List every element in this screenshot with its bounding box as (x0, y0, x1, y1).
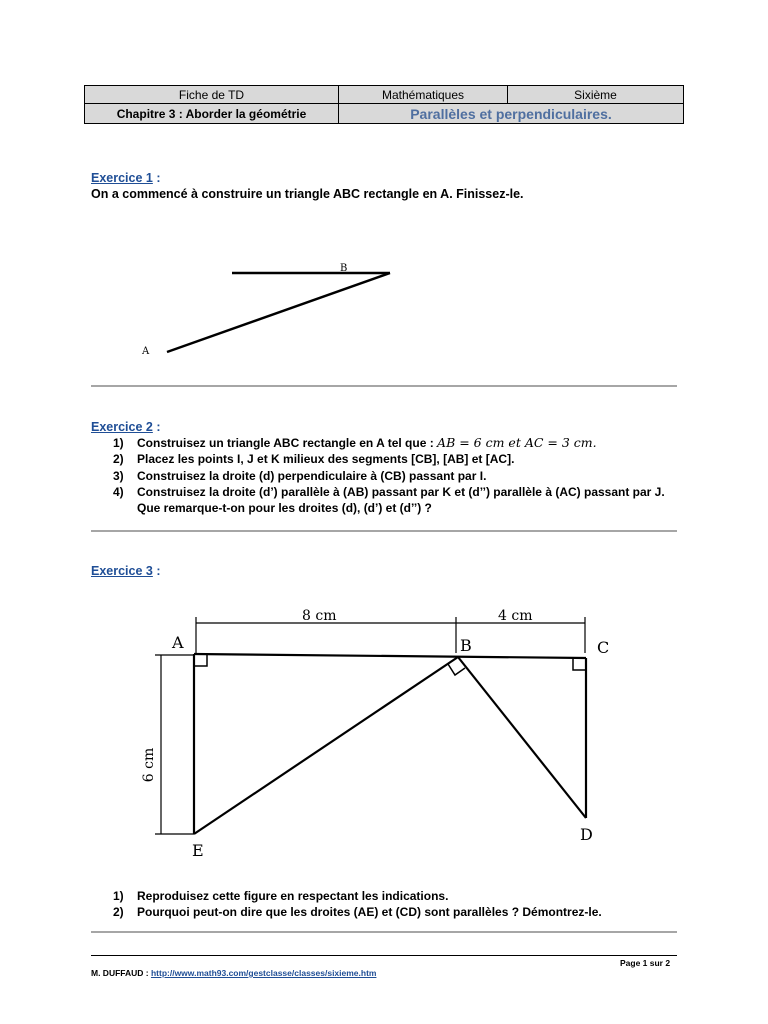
right-angle-c (573, 658, 586, 670)
footer-rule (91, 955, 677, 956)
dimension-label-ae: 6 cm (141, 747, 157, 783)
item-text: Reproduisez cette figure en respectant les indications. (137, 889, 449, 903)
exercise3-item-2 (91, 904, 691, 920)
segment-eb (194, 657, 458, 834)
item-number: 2) (113, 452, 124, 467)
item-text: Construisez la droite (d) perpendiculaire à (CB) passant par I. (137, 468, 487, 483)
segment-ac (194, 654, 586, 658)
item-math: AB = 6 cm et AC = 3 cm. (437, 435, 597, 450)
right-angle-b (448, 664, 465, 675)
item-text: Construisez un triangle ABC rectangle en A tel que : (137, 436, 438, 450)
dimension-label-bc: 4 cm (498, 608, 533, 624)
header-level: Sixième (508, 86, 684, 104)
item-number: 1) (113, 436, 124, 450)
exercise3-title[interactable]: Exercice 3 (91, 564, 153, 578)
ex3-label-e: E (192, 841, 204, 860)
exercise3-item-1 (91, 888, 691, 904)
dimension-label-ab: 8 cm (302, 608, 337, 624)
footer-author: M. DUFFAUD : (91, 968, 151, 978)
item-number: 1) (113, 889, 124, 903)
exercise3-colon: : (152, 564, 161, 578)
ex3-label-a: A (172, 633, 184, 652)
item-text: Construisez la droite (d’) parallèle à (AB) passant par K et (d’’) parallèle à (AC) passant par J. (137, 484, 665, 499)
separator-3 (91, 931, 677, 933)
exercise1-colon: : (152, 171, 161, 185)
item-text: Pourquoi peut-on dire que les droites (AE) et (CD) sont parallèles ? Démontrez-le. (137, 905, 602, 920)
exercise3-list (91, 888, 691, 921)
footer-credit (91, 968, 376, 978)
item-number: 4) (113, 484, 124, 499)
item-text: Placez les points I, J et K milieux des segments [CB], [AB] et [AC]. (137, 452, 515, 467)
ex3-label-b: B (460, 636, 472, 655)
header-subject: Mathématiques (339, 86, 508, 104)
segment-bd (458, 657, 586, 818)
exercise2-title[interactable]: Exercice 2 (91, 420, 153, 434)
ex1-label-a: A (142, 346, 150, 357)
header-fiche: Fiche de TD (85, 86, 339, 104)
item-number: 2) (113, 905, 124, 920)
page-number: Page 1 sur 2 (620, 958, 671, 968)
header-chapter: Chapitre 3 : Aborder la géométrie (85, 104, 339, 124)
ex3-label-c: C (597, 638, 610, 657)
footer-url-link[interactable]: http://www.math93.com/gestclasse/classes/sixieme.htm (150, 968, 377, 978)
exercise2-colon: : (152, 420, 161, 434)
right-angle-a (194, 654, 207, 666)
ex1-label-b: B (340, 263, 348, 274)
item-number: 3) (113, 468, 124, 483)
item-extra: Que remarque-t-on pour les droites (d), (d’) et (d’’) ? (137, 501, 432, 516)
ex3-label-d: D (580, 825, 593, 844)
header-title: Parallèles et perpendiculaires. (339, 104, 684, 124)
exercise1-title[interactable]: Exercice 1 (91, 171, 153, 185)
exercise1-statement: On a commencé à construire un triangle ABC rectangle en A. Finissez-le. (91, 187, 524, 201)
